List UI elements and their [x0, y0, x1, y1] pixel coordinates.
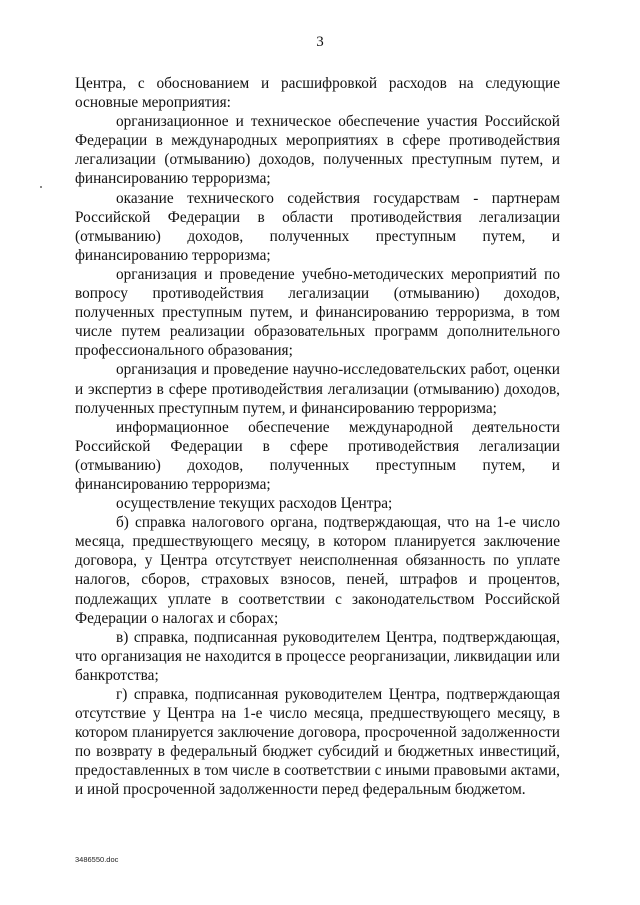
- page-number: 3: [316, 34, 324, 50]
- scan-margin-mark: [40, 186, 42, 188]
- footer-file-code: 3486550.doc: [75, 855, 119, 864]
- paragraph-item-b: б) справка налогового органа, подтверждающая, что на 1-е число месяца, предшествующего месяцу, в котором планируется заключение договора, у Центра отсутствует неисполненная обязанность по уплате налогов, сборов, страховых взносов, пеней, штрафов и процентов, подлежащих уплате в соответствии с законодательством Российской Федерации о налогах и сборах;: [75, 514, 560, 627]
- paragraph-item-2: оказание технического содействия государствам - партнерам Российской Федерации в области противодействия легализации (отмыванию) доходов, полученных преступным путем, и финансированию терроризма;: [75, 189, 560, 264]
- document-body: [75, 74, 560, 800]
- paragraph-item-v: в) справка, подписанная руководителем Центра, подтверждающая, что организация не находится в процессе реорганизации, ликвидации или банкротства;: [75, 628, 560, 684]
- paragraph-item-g: г) справка, подписанная руководителем Центра, подтверждающая отсутствие у Центра на 1-е число месяца, предшествующего месяцу, в котором планируется заключение договора, просроченной задолженности по возврату в федеральный бюджет субсидий и бюджетных инвестиций, предоставленных в том числе в соответствии с иными правовыми актами, и иной просроченной задолженности перед федеральным бюджетом.: [75, 686, 560, 799]
- paragraph-item-6: осуществление текущих расходов Центра;: [116, 495, 393, 513]
- paragraph-item-5: информационное обеспечение международной деятельности Российской Федерации в сфере противодействия легализации (отмыванию) доходов, полученных преступным путем, и финансированию терроризма;: [75, 418, 560, 493]
- paragraph-intro: Центра, с обоснованием и расшифровкой расходов на следующие основные мероприятия:: [75, 75, 560, 112]
- paragraph-item-1: организационное и техническое обеспечение участия Российской Федерации в международных мероприятиях в сфере противодействия легализации (отмыванию) доходов, полученных преступным путем, и финансированию терроризма;: [75, 113, 560, 188]
- paragraph-item-4: организация и проведение научно-исследовательских работ, оценки и экспертиз в сфере противодействия легализации (отмыванию) доходов, полученных преступным путем, и финансированию терроризма;: [75, 361, 560, 417]
- paragraph-item-3: организация и проведение учебно-методических мероприятий по вопросу противодействия легализации (отмыванию) доходов, полученных преступным путем, и финансированию терроризма, в том числе путем реализации образовательных программ дополнительного профессионального образования;: [75, 265, 560, 360]
